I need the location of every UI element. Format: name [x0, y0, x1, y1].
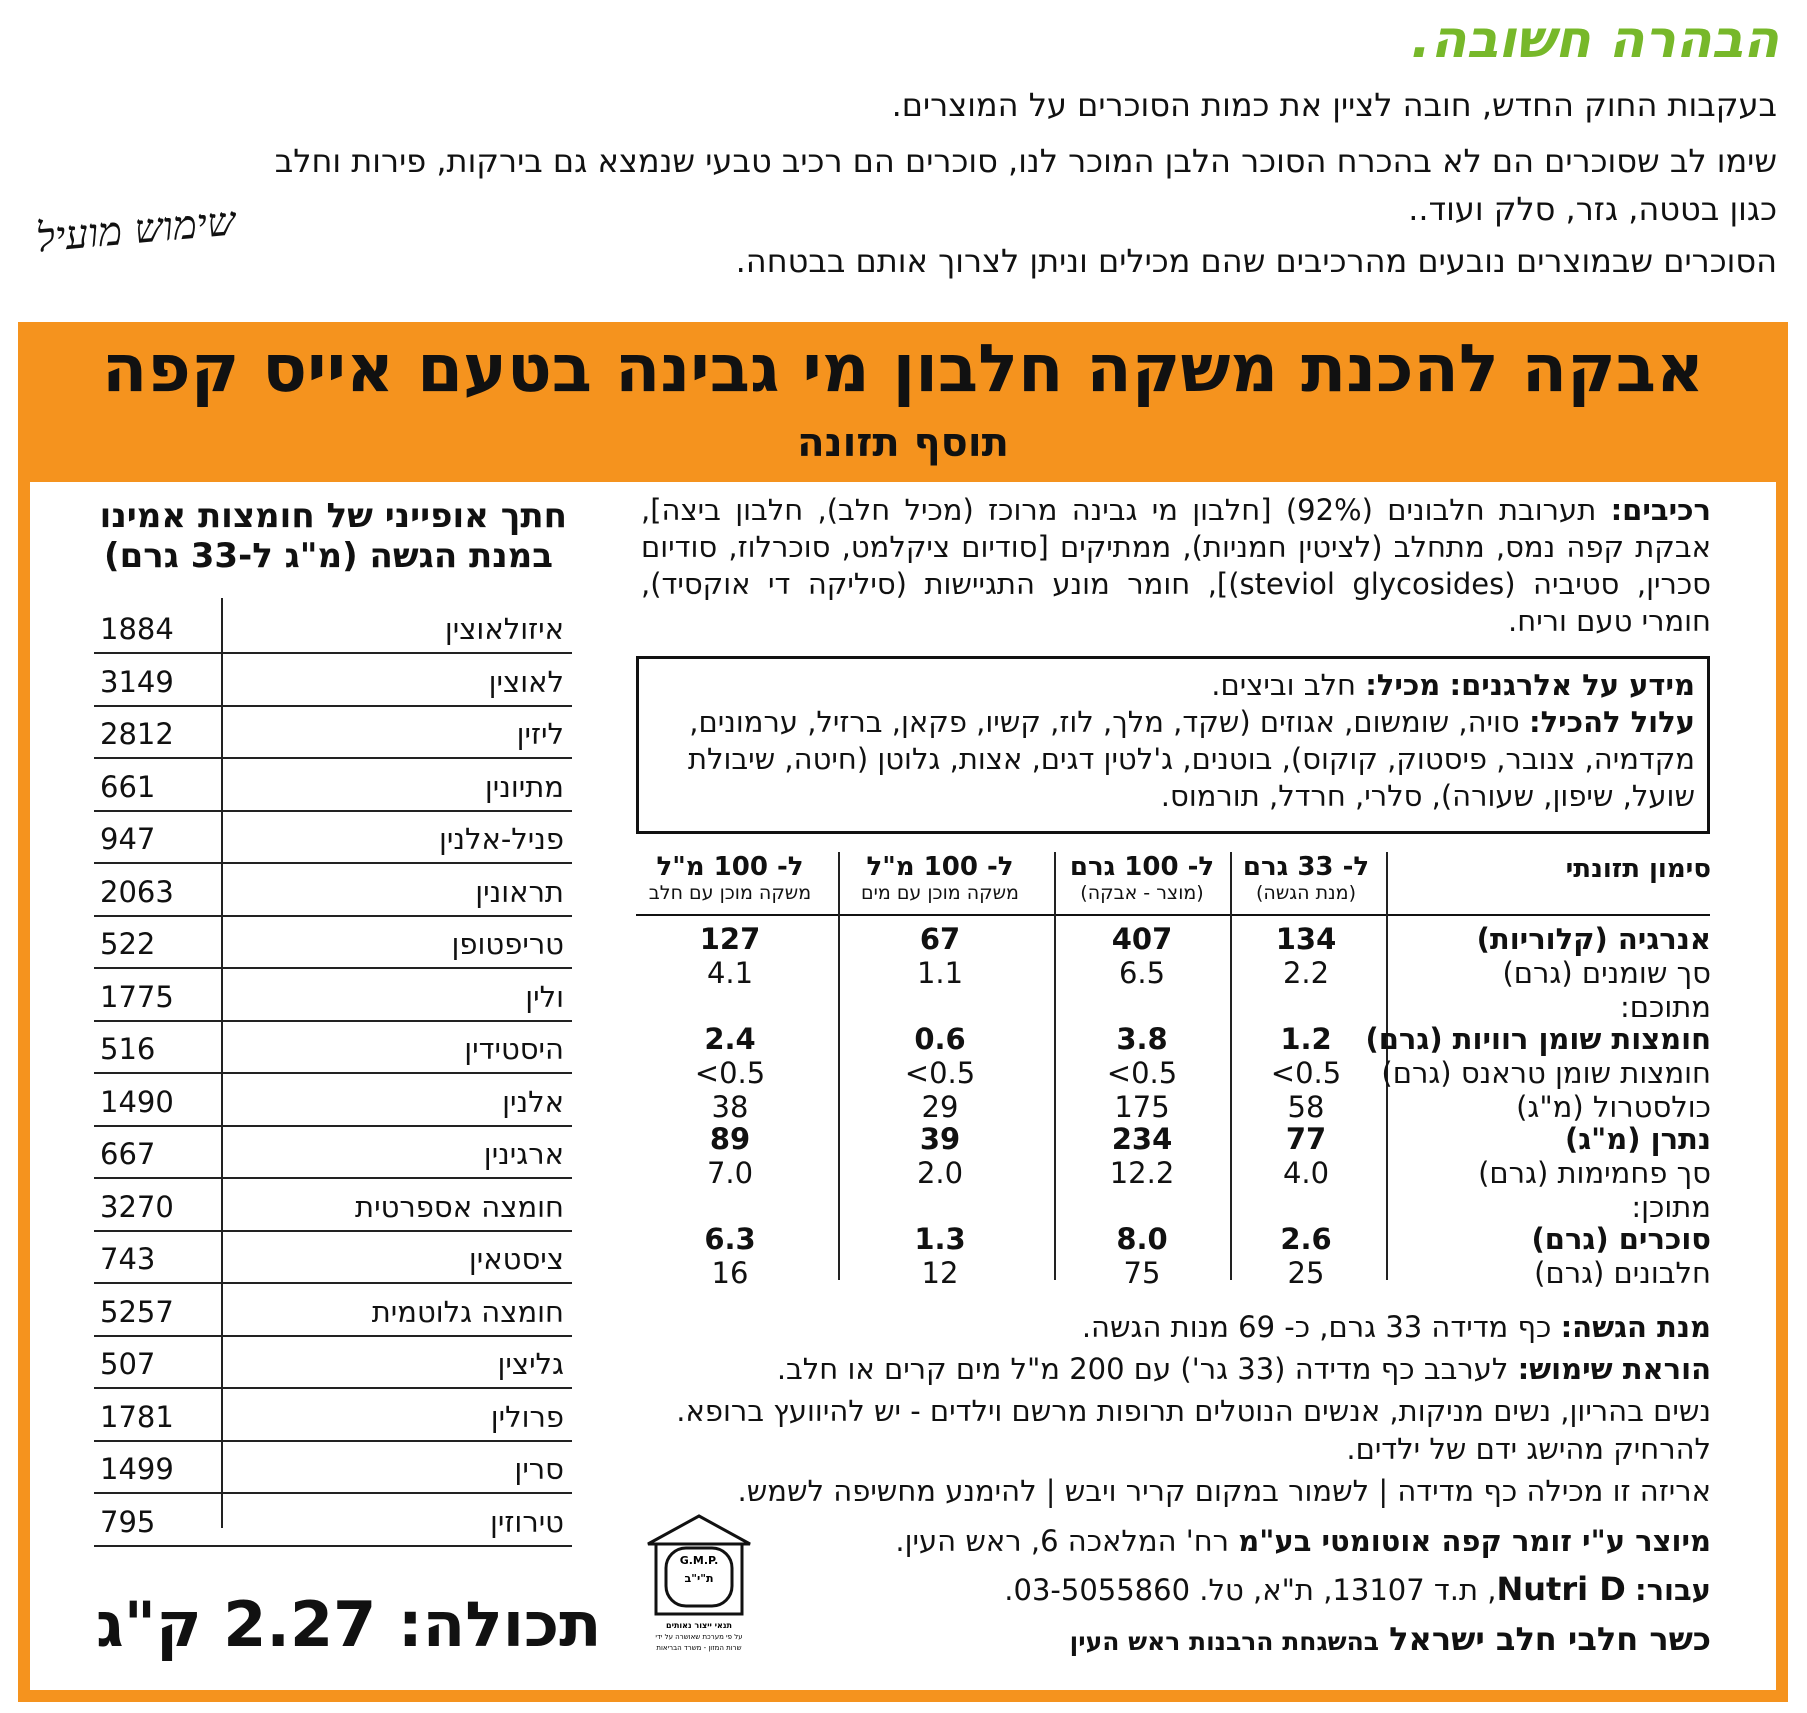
amino-name: פניל-אלנין	[438, 822, 564, 856]
nutrition-value: 234	[1111, 1122, 1173, 1156]
allergen-may-contain-label: עלול להכיל:	[1528, 705, 1695, 739]
nutrition-row-label: חומצות שומן רוויות (גרם)	[1365, 1022, 1711, 1056]
kosher-bold: כשר חלבי חלב ישראל	[1389, 1620, 1711, 1658]
amino-row	[94, 915, 572, 969]
amino-name: חומצה גלוטמית	[371, 1294, 564, 1329]
nutrition-value: 134	[1275, 922, 1337, 956]
usage-label: הוראת שימוש:	[1517, 1352, 1711, 1386]
nutrition-value: 12	[921, 1256, 959, 1290]
amino-row	[94, 1335, 572, 1389]
nutrition-row-label: סך שומנים (גרם)	[1502, 956, 1711, 990]
amino-name: טירוזין	[490, 1504, 564, 1539]
column-header-main: ל- 100 גרם	[1069, 852, 1215, 882]
amino-value: 522	[100, 927, 156, 961]
nutrition-value: 8.0	[1116, 1222, 1168, 1256]
column-header-sub: (מוצר - אבקה)	[1080, 882, 1204, 904]
nutrition-value: 77	[1285, 1122, 1327, 1156]
amino-name: היסטידין	[464, 1032, 564, 1066]
nutrition-value: 7.0	[706, 1156, 754, 1190]
nutrition-value: 175	[1114, 1090, 1170, 1124]
brand-name: Nutri D	[1496, 1570, 1626, 1608]
amino-name: איזולאוצין	[444, 612, 564, 646]
nutrition-value: 16	[711, 1256, 749, 1290]
nutrition-value: <0.5	[904, 1056, 976, 1090]
nutrition-column-divider	[1054, 852, 1056, 1280]
amino-row	[94, 705, 572, 759]
allergen-contains: חלב וביצים.	[1211, 668, 1356, 702]
storage-info: אריזה זו מכילה כף מדידה | לשמור במקום קריר ויבש | להימנע מחשיפה לשמש.	[737, 1474, 1711, 1508]
notice-line: כגון בטטה, גזר, סלק ועוד..	[1408, 190, 1777, 228]
for-address: , ת.ד 13107, ת"א, טל. 03-5055860.	[1004, 1573, 1497, 1607]
amino-row	[94, 1440, 572, 1494]
amino-name: חומצה אספרטית	[355, 1189, 564, 1224]
amino-row	[94, 1020, 572, 1074]
nutrition-value: <0.5	[694, 1056, 766, 1090]
nutrition-header-line	[636, 914, 1710, 916]
column-header-sub: משקה מוכן עם מים	[861, 882, 1019, 904]
column-header-sub: משקה מוכן עם חלב	[648, 882, 812, 904]
nutrition-value: 89	[709, 1122, 751, 1156]
usage-text: לערבב כף מדידה (33 גר') עם 200 מ"ל מים קרים או חלב.	[776, 1352, 1509, 1386]
amino-value: 2812	[100, 717, 174, 751]
amino-value: 795	[100, 1504, 156, 1539]
amino-value: 743	[100, 1242, 156, 1276]
amino-value: 5257	[100, 1294, 174, 1329]
warning-line: נשים בהריון, נשים מניקות, אנשים הנוטלים תרופות מרשם וילדים - יש להיוועץ ברופא.	[676, 1394, 1711, 1428]
nutrition-value: 25	[1287, 1256, 1325, 1290]
nutrition-value: 38	[711, 1090, 749, 1124]
column-header-main: ל- 33 גרם	[1242, 852, 1370, 882]
amino-name: אלנין	[502, 1084, 564, 1119]
nutrition-row-label: מתוכן:	[1631, 1190, 1711, 1224]
amino-row	[94, 653, 572, 707]
kosher-info	[1070, 1620, 1711, 1658]
amino-value: 516	[100, 1032, 156, 1066]
nutrition-value: 6.3	[704, 1222, 756, 1256]
warning-line: להרחיק מהישג ידם של ילדים.	[1346, 1432, 1711, 1466]
ingredients-text: תערובת חלבונים (92%) [חלבון מי גבינה מרוכז (מכיל חלב), חלבון ביצה], אבקת קפה נמס, מתחלב (לציטין חמניות), ממתיקים [סודיום ציקלמט, סוכרלוז, סודיום סכרין, סטיביה (steviol glycosides)], חומר מונע התגיישות (סיליקה די אוקסיד), חומרי טעם וריח.	[641, 493, 1711, 638]
amino-row	[94, 1073, 572, 1127]
amino-row	[94, 863, 572, 917]
allergen-title: מידע על אלרגנים:	[1449, 668, 1695, 702]
nutrition-value: 2.2	[1282, 956, 1330, 990]
amino-table-title	[67, 496, 567, 576]
nutrition-title: סימון תזונתי	[1565, 854, 1711, 884]
nutrition-value: 4.1	[706, 956, 754, 990]
amino-value: 3149	[100, 664, 174, 699]
nutrition-value: 12.2	[1109, 1156, 1175, 1190]
allergen-box	[636, 656, 1710, 834]
amino-value: 947	[100, 822, 156, 856]
nutrition-value: <0.5	[1106, 1056, 1178, 1090]
amino-name: ליזין	[516, 717, 564, 751]
amino-value: 1775	[100, 979, 174, 1014]
manufacturer-info	[895, 1524, 1711, 1558]
amino-row	[94, 968, 572, 1022]
nutrition-value: 39	[919, 1122, 961, 1156]
gmp-caption: על פי מערכת שאושרה על ידי	[655, 1633, 743, 1641]
serving-label: מנת הגשה:	[1560, 1310, 1711, 1344]
serving-text: כף מדידה 33 גרם, כ- 69 מנות הגשה.	[1081, 1310, 1552, 1344]
notice-line: הסוכרים שבמוצרים נובעים מהרכיבים שהם מכילים וניתן לצרוך אותם בבטחה.	[735, 242, 1777, 280]
nutrition-value: 67	[919, 922, 961, 956]
signature: שימוש מועיל	[34, 198, 238, 262]
nutrition-value: 58	[1287, 1090, 1325, 1124]
amino-name: פרולין	[490, 1399, 564, 1434]
amino-value: 2063	[100, 874, 174, 909]
amino-value: 1884	[100, 612, 174, 646]
allergen-contains-label: מכיל:	[1365, 668, 1441, 702]
amino-name: מתיונין	[484, 769, 564, 804]
amino-row	[94, 1125, 572, 1179]
amino-name: תראונין	[475, 874, 564, 909]
for-info	[1004, 1570, 1711, 1608]
amino-row	[94, 758, 572, 812]
nutrition-value: 127	[699, 922, 761, 956]
amino-row	[94, 600, 572, 654]
nutrition-column-divider	[1230, 852, 1232, 1280]
nutrition-value: 2.0	[916, 1156, 964, 1190]
product-title: אבקה להכנת משקה חלבון מי גבינה בטעם אייס קפה	[101, 330, 1704, 407]
amino-row	[94, 1493, 572, 1547]
nutrition-column-header	[1058, 852, 1226, 904]
amino-name: גליצין	[497, 1347, 564, 1381]
nutrition-value: 2.6	[1280, 1222, 1332, 1256]
nutrition-value: 75	[1123, 1256, 1161, 1290]
column-header-main: ל- 100 מ"ל	[866, 852, 1014, 882]
nutrition-value: 1.2	[1280, 1022, 1332, 1056]
product-subtitle: תוסף תזונה	[797, 420, 1009, 466]
nutrition-column-header	[837, 852, 1043, 904]
nutrition-value: 1.1	[916, 956, 964, 990]
amino-title-line: במנת הגשה (מ"ג ל-33 גרם)	[104, 536, 553, 576]
serving-info	[1082, 1310, 1711, 1344]
gmp-logo	[644, 1512, 754, 1662]
gmp-caption: תנאי ייצור נאותים	[666, 1621, 732, 1630]
for-label: עבור:	[1634, 1573, 1711, 1607]
amino-row	[94, 1388, 572, 1442]
nutrition-value: <0.5	[1270, 1056, 1342, 1090]
nutrition-value: 407	[1111, 922, 1173, 956]
column-header-main: ל- 100 מ"ל	[656, 852, 804, 882]
amino-name: ולין	[525, 979, 564, 1014]
nutrition-row-label: מתוכם:	[1619, 990, 1711, 1024]
ingredients-label: רכיבים:	[1610, 493, 1712, 527]
amino-value: 1490	[100, 1084, 174, 1119]
amino-value: 507	[100, 1347, 156, 1381]
nutrition-row-label: סך פחמימות (גרם)	[1478, 1156, 1711, 1190]
kosher-text: בהשגחת הרבנות ראש העין	[1069, 1627, 1379, 1656]
manufacturer-text: רח' המלאכה 6, ראש העין.	[895, 1524, 1230, 1558]
net-weight: תכולה: 2.27 ק"ג	[96, 1588, 602, 1661]
nutrition-value: 1.3	[914, 1222, 966, 1256]
gmp-logo-line1: G.M.P.	[679, 1554, 719, 1567]
amino-row	[94, 810, 572, 864]
nutrition-value: 4.0	[1282, 1156, 1330, 1190]
gmp-logo-line2: ת"י"ב	[684, 1572, 714, 1585]
amino-name: סרין	[514, 1452, 564, 1486]
allergen-may-contain: סויה, שומשום, אגוזים (שקד, מלך, לוז, קשיו, פקאן, ברזיל, ערמונים, מקדמיה, צנובר, פיסטוק, קוקוס), בוטנים, ג'לטין דגים, אצות, גלוטן (חיטה, שיבולת שועל, שיפון, שעורה), סלרי, חרדל, תורמוס.	[687, 705, 1695, 813]
amino-name: ציסטאין	[468, 1242, 564, 1276]
nutrition-column-header	[632, 852, 828, 904]
nutrition-value: 2.4	[704, 1022, 756, 1056]
amino-row	[94, 1283, 572, 1337]
amino-value: 661	[100, 769, 156, 804]
nutrition-row-label: כולסטרול (מ"ג)	[1516, 1090, 1711, 1124]
nutrition-row-label: חומצות שומן טראנס (גרם)	[1381, 1056, 1711, 1090]
nutrition-column-divider	[838, 852, 840, 1280]
ingredients	[641, 492, 1711, 640]
amino-name: לאוצין	[488, 664, 564, 699]
amino-row	[94, 1230, 572, 1284]
notice-line: בעקבות החוק החדש, חובה לציין את כמות הסוכרים על המוצרים.	[891, 86, 1777, 124]
manufacturer-label: מיוצר ע"י זומר קפה אוטומטי בע"מ	[1238, 1524, 1711, 1558]
notice-line: שימו לב שסוכרים הם לא בהכרח הסוכר הלבן המוכר לנו, סוכרים הם רכיב טבעי שנמצא גם בירקות, פירות וחלב	[274, 142, 1777, 180]
gmp-caption: שרות המזון - משרד הבריאות	[656, 1644, 742, 1652]
nutrition-row-label: נתרן (מ"ג)	[1564, 1122, 1711, 1156]
notice-title: הבהרה חשובה.	[1411, 10, 1779, 70]
nutrition-value: 6.5	[1118, 956, 1166, 990]
nutrition-row-label: סוכרים (גרם)	[1531, 1222, 1711, 1256]
gmp-logo-icon	[644, 1512, 754, 1662]
amino-name: טריפטופן	[451, 927, 564, 961]
nutrition-row-label: חלבונים (גרם)	[1534, 1256, 1711, 1290]
amino-value: 3270	[100, 1189, 174, 1224]
column-header-sub: (מנת הגשה)	[1256, 882, 1356, 904]
amino-name: ארגינין	[483, 1137, 564, 1171]
amino-row	[94, 1178, 572, 1232]
usage-info	[777, 1352, 1711, 1386]
amino-value: 1499	[100, 1452, 174, 1486]
amino-value: 1781	[100, 1399, 174, 1434]
nutrition-row-label: אנרגיה (קלוריות)	[1476, 922, 1711, 956]
nutrition-value: 0.6	[914, 1022, 966, 1056]
nutrition-value: 29	[921, 1090, 959, 1124]
amino-value: 667	[100, 1137, 156, 1171]
amino-title-line: חתך אופייני של חומצות אמינו	[99, 496, 567, 536]
nutrition-column-header	[1231, 852, 1381, 904]
nutrition-value: 3.8	[1116, 1022, 1168, 1056]
